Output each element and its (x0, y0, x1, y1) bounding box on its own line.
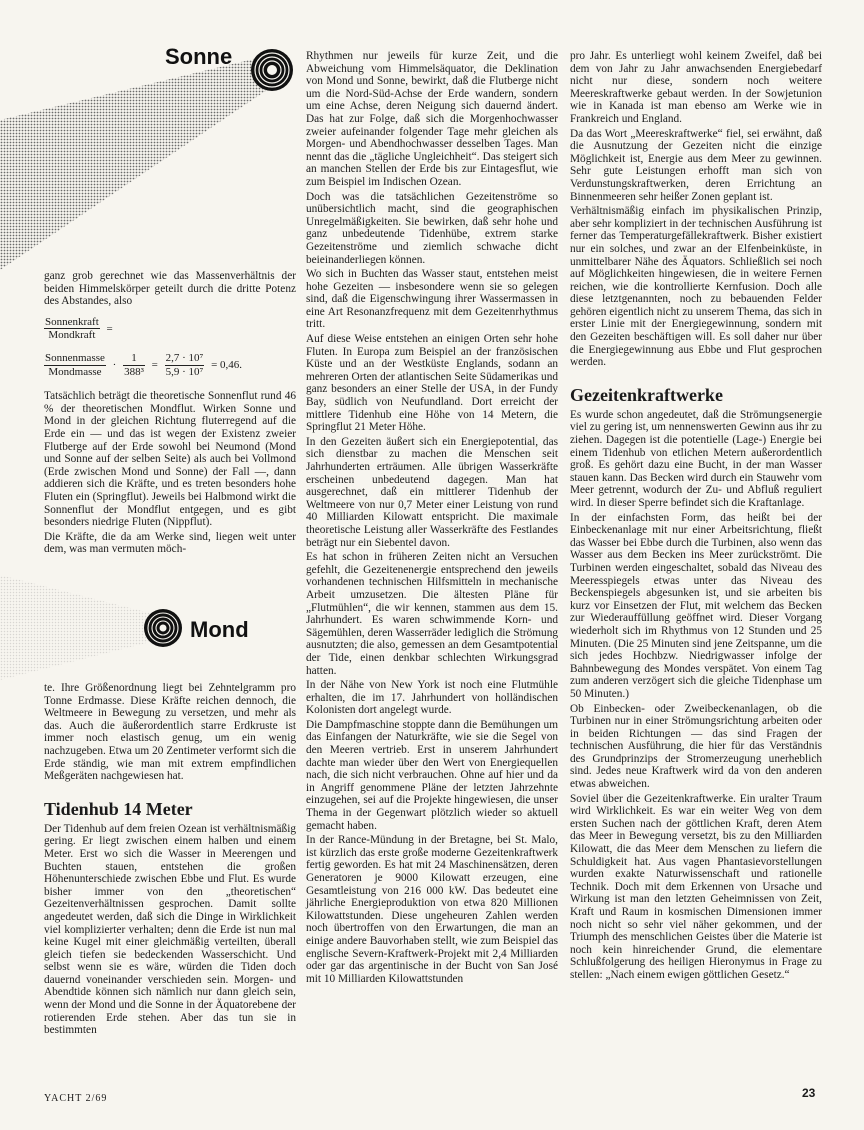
paragraph: te. Ihre Größenordnung liegt bei Zehntelgramm pro Tonne Erdmasse. Diese Kräfte reichen dennoch, die Weltmeere in Bewegung zu versetzen, und mehr als das. Auch die äußerordentlich starre Erdkruste ist immer noch elastisch genug, um ein wenig nachzugeben. Etwa um 20 Zentimeter verformt sich die Erde ständig, wie man mit extrem empfindlichen Meßgeräten nachgewiesen hat. (44, 682, 296, 783)
moon-icon (144, 609, 182, 647)
fraction-values: $\frac{\text{2,7 · 10⁷}}{\text{5,9 · 10⁷}}$ (165, 351, 204, 378)
paragraph: In der Rance-Mündung in der Bretagne, bei St. Malo, ist kürzlich das erste große moderne Gezeitenkraftwerk fertig geworden. Es hat mit 24 Maschinensätzen, deren Generatoren je 9000 Kilowatt erzeugen, eine Gesamtleistung von 216 000 kW. Das bedeutet eine jährliche Energieproduktion von etwa 820 Millionen Kilowattstunden. Diese ungeheuren Zahlen werden noch übertroffen von den Erwartungen, die man an einige andere Bauvorhaben stellt, wie zum Beispiel das englische Severn-Kraftwerk-Projekt mit 2,4 Milliarden oder gar das argentinische in der Bucht von San José mit 10 Milliarden Kilowattstunden (306, 834, 558, 985)
paragraph: Auf diese Weise entstehen an einigen Orten sehr hohe Fluten. In Europa zum Beispiel an der französischen Küste und an der Westküste Englands, sodann an mehreren Orten der atlantischen Seite Südamerikas und ganz besonders an einer Stelle der USA, in der Fundy Bay, südlich von Neufundland. Dort erreicht der mittlere Tidenhub eine Höhe von 14 Metern, die Springflut 21 Meter Höhe. (306, 333, 558, 434)
column-1-bottom (44, 682, 296, 1039)
paragraph: Wo sich in Buchten das Wasser staut, entstehen meist hohe Gezeiten — insbesondere wenn sie so gelegen sind, daß die Eigenschwingung ihrer Wassermassen in eine Art Resonanzfrequenz mit dem Gezeitenrhythmus tritt. (306, 268, 558, 331)
formula-result: = 0,46. (211, 358, 243, 371)
paragraph: In den Gezeiten äußert sich ein Energiepotential, das sich dienstbar zu machen die Menschen seit Jahrhunderten erträumen. Alle übrigen Wasserkräfte erscheinen unbedeutend dagegen. Man hat ausgerechnet, daß ein mittlerer Tidenhub der Weltmeere von nur 0,7 Meter einer Leistung von rund 40 Milliarden Kilowatt entspricht. Die maximale theoretische Leistung aller Wasserkräfte des Festlandes beträgt nur ein Siebentel davon. (306, 435, 558, 549)
column-2 (306, 50, 558, 987)
paragraph: Rhythmen nur jeweils für kurze Zeit, und die Abweichung vom Himmelsäquator, die Deklination von Mond und Sonne, bewirkt, daß die Flutberge nicht um die Nord-Süd-Achse der Erde wandern, sondern um eine Achse, deren Neigung sich dauernd ändert. Das hat zur Folge, daß sich die Morgenhochwasser zweier aufeinander folgender Tage mehr gleichen als Morgen- und Abendhochwasser desselben Tages. Man nennt das die „tägliche Ungleichheit“. Das steigert sich an manchen Stellen der Erde bis zur Eintagesflut, wie zum Beispiel im Indischen Ozean. (306, 50, 558, 188)
section-heading-gezeitenkraftwerke: Gezeitenkraftwerke (570, 384, 723, 405)
column-1-top (44, 270, 296, 558)
paragraph: Da das Wort „Meereskraftwerke“ fiel, sei erwähnt, daß die Ausnutzung der Gezeiten nicht die einzige Möglichkeit ist, Energie aus dem Meer zu gewinnen. Sehr gute Leistungen erhofft man sich von Verdunstungskraftwerken, deren Errichtung an Binnenmeeren sehr heißer Zonen geplant ist. (570, 127, 822, 203)
moon-beam (0, 575, 158, 680)
paragraph: Tatsächlich beträgt die theoretische Sonnenflut rund 46 % der theoretischen Mondflut. Wirken Sonne und Mond in der gleichen Richtung fluterregend auf die Erde ein — und das ist wegen der Existenz zweier Flutberge auf der Erde sowohl bei Neumond (Mond und Sonne auf der selben Seite) als auch bei Vollmond (Erde zwischen Mond und Sonne) der Fall —, dann addieren sich die Kräfte, und es treten besonders hohe Fluten ein (Springflut). Jeweils bei Halbmond wirkt die Sonnenflut der Mondflut entgegen, und es gibt besonders niedrige Fluten (Nippflut). (44, 390, 296, 529)
sun-icon (251, 49, 293, 91)
paragraph: Die Dampfmaschine stoppte dann die Bemühungen um das Einfangen der Naturkräfte, wie sie die Segel von den Meeren vertrieb. Erst in unserem Jahrhundert dachte man wieder über den Wert von Energiequellen nach, die sich nicht verbrauchen. Ohne auf hier und da in Angriff genommene Pläne der letzten Jahrzehnte einzugehen, sei auf die Projekte hingewiesen, die unser Thema in der Gegenwart plötzlich wieder so aktuell gemacht haben. (306, 718, 558, 832)
paragraph: Ob Einbecken- oder Zweibeckenanlagen, ob die Turbinen nur in einer Strömungsrichtung arbeiten oder in beiden Richtungen — das sind Fragen der technischen Ausführung, die hier für das Verständnis des Grundprinzips der Stromerzeugung unerheblich sind. Jedes neue Kraftwerk wird da von den anderen etwas abweichen. (570, 702, 822, 791)
section-heading-tidenhub: Tidenhub 14 Meter (44, 798, 193, 819)
paragraph: Der Tidenhub auf dem freien Ozean ist verhältnismäßig gering. Er liegt zwischen einem halben und einem Meter. Erst wo sich die Wasser in Meerengen und Buchten stauen, entstehen die großen Höhenunterschiede zwischen Ebbe und Flut. Es wurde bisher immer von den „theoretischen“ Gezeitenverhältnissen gesprochen. Damit sollte angedeutet werden, daß sich die Dinge in Wirklichkeit viel komplizierter verhalten; denn die Erde ist nun mal keine Kugel mit einer gleichmäßig verteilten, überall gleich tiefen sie bedeckenden Wasserschicht. Und selbst wenn sie es wäre, würden die Tiden doch dauernd voneinander verschieden sein. Morgen- und Abendtide können sich nämlich nur dann gleich sein, wenn der Mond und die Sonne in der Äquatorebene der rotierenden Erde stehen. Aber das tun sie in bestimmten (44, 822, 296, 1037)
paragraph: Es hat schon in früheren Zeiten nicht an Versuchen gefehlt, die Gezeitenenergie entsprechend den jeweils vorhandenen technischen Hilfsmitteln in mechanische Arbeit umzusetzen. Die ältesten Pläne für „Flutmühlen“, die wir kennen, stammen aus dem 15. Jahrhundert. Es waren schwimmende Korn- und Sägemühlen, deren Wasserräder lediglich die Strömung ausnutzten; die also, gemessen an dem Gesamtpotential der Tide, einen denkbar schlechten Wirkungsgrad hatten. (306, 551, 558, 677)
column-3 (570, 50, 822, 984)
sun-label: Sonne (165, 44, 233, 69)
page-number: 23 (802, 1086, 816, 1100)
sun-beam (0, 55, 270, 270)
moon-label: Mond (190, 617, 249, 642)
paragraph: Doch was die tatsächlichen Gezeitenströme so unübersichtlich macht, sind die geographischen Unregelmäßigkeiten. Sie bewirken, daß sehr hohe und ganz unbedeutende Tidenhübe, extrem starke Gezeitenströme und ziemlich schwache dicht beieinanderliegen können. (306, 190, 558, 266)
fraction-distance: $\frac{1}{\text{388³}}$ (124, 351, 144, 378)
paragraph: ganz grob gerechnet wie das Massenverhältnis der beiden Himmelskörper geteilt durch die dritte Potenz des Abstandes, also (44, 270, 296, 308)
force-ratio-formula: $\frac{\text{Sonnenkraft}}{\text{Mondkraft}}$ = $\frac{\text{Sonnenmasse}}{\text{Mondmasse}}$ · $\frac{1}{\text{388³}}$ = $\frac{\text{2,7 · 10⁷}}{\text{5,9 · 10⁷}}$ = 0,46. (44, 316, 296, 378)
fraction-mass: $\frac{\text{Sonnenmasse}}{\text{Mondmasse}}$ (45, 351, 105, 378)
paragraph: In der Nähe von New York ist noch eine Flutmühle erhalten, die im 17. Jahrhundert von holländischen Kolonisten dort angelegt wurde. (306, 679, 558, 717)
paragraph: Die Kräfte, die da am Werke sind, liegen weit unter dem, was man vermuten möch- (44, 530, 296, 556)
paragraph: Soviel über die Gezeitenkraftwerke. Ein uralter Traum wird Wirklichkeit. Es war ein weiter Weg von dem ersten Suchen nach der göttlichen Kraft, deren Atem das Meer in Bewegung versetzt, bis zu den Milliarden Kilowatt, die das Meer dem Menschen zu liefern die Schuldigkeit hat. Aus vagen Phantasievorstellungen wurden exakte Naturwissenschaft und rationelle Technik. Doch mit dem Erkennen von Ursache und Wirkung ist man den letzten Geheimnissen von Zeit, Kraft und Raum in kosmischen Dimensionen immer noch nicht so sehr viel näher gekommen, und der Triumph des menschlichen Geistes über die Materie ist noch kein hinreichender Grund, die elementare Schlußfolgerung des heiligen Hieronymus in Frage zu stellen: „Nach einem ewigen göttlichen Gesetz.“ (570, 792, 822, 981)
fraction-sun-moon-force: $\frac{\text{Sonnenkraft}}{\text{Mondkraft}}$ (45, 315, 99, 342)
paragraph: Es wurde schon angedeutet, daß die Strömungsenergie viel zu gering ist, um nennenswerten Gewinn aus ihr zu ziehen. Dagegen ist die potentielle (Lage-) Energie bei einem Tidenhub von etlichen Metern außerordentlich groß. Es gehört dazu eine Bucht, in der man Wasser stauen kann. Das Becken wird durch ein Stauwehr vom Meer getrennt, wodurch der Zu- und Abfluß reguliert wird. In dieser Sperre befindet sich die Kraftanlage. (570, 408, 822, 509)
paragraph: In der einfachsten Form, das heißt bei der Einbeckenanlage mit nur einer Arbeitsrichtung, fließt das Wasser bei Ebbe durch die Turbinen, also wenn das Wasser aus dem Becken ins Meer zurückströmt. Die Turbinen werden eingeschaltet, sobald das Niveau des Meeresspiegels etwas unter das Niveau des Beckenspiegels abgesunken ist, und sie arbeiten bis kurz vor Einsetzen der Flut, mit welchem das Becken zur Wiederauffüllung geöffnet wird. Dieser Vorgang wiederholt sich im Rhythmus von 12 Stunden und 25 Minuten. (Die 25 Minuten sind jene Zeitspanne, um die sich jedes Hochbzw. Niedrigwasser infolge der Bahnbewegung des Mondes verspätet. Von einem Tag zum anderen verzögert sich die gleiche Tidenphase um 50 Minuten.) (570, 511, 822, 700)
paragraph: pro Jahr. Es unterliegt wohl keinem Zweifel, daß bei dem von Jahr zu Jahr anwachsenden Energiebedarf nicht nur diese, sondern noch weitere Meereskraftwerke gebaut werden. In der Sowjetunion wie in Kanada ist man ebenso am Werke wie in Frankreich und England. (570, 50, 822, 125)
magazine-issue-label: YACHT 2/69 (44, 1093, 108, 1104)
paragraph: Verhältnismäßig einfach im physikalischen Prinzip, aber sehr kompliziert in der technischen Ausführung ist ferner das Temperaturgefällekraftwerk. Bisher existiert nur ein solches, und zwar an der Elfenbeinküste, in unmittelbarer Nähe des Äquators. Schließlich sei noch auf Möglichkeiten hingewiesen, die in weitere Fernen reichen, wie die kontrollierte Kernfusion. Doch alle diese letztgenannten, noch zu bebauenden Felder gehören eigentlich nicht zu unserem Thema, das sich in erster Linie mit der Energiegewinnung, sondern mit den Gezeiten beschäftigen will. Es soll daher nur über die Energiegewinnung aus Ebbe und Flut gesprochen werden. (570, 205, 822, 369)
